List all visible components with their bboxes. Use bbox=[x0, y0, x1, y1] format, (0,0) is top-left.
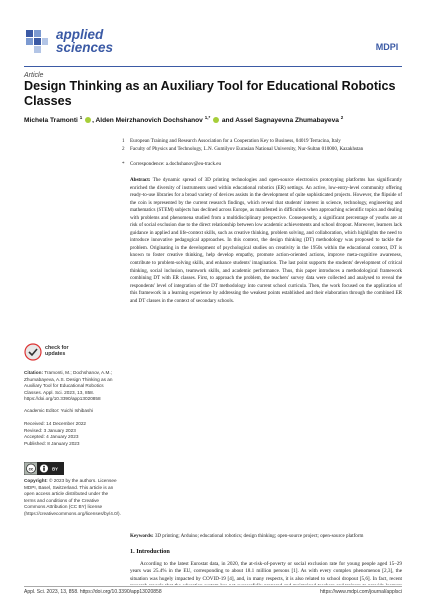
affiliation-number: * bbox=[122, 161, 125, 167]
affiliation-text: European Training and Research Association for a Cooperation Key to Business, 04019 Terracina, Italy bbox=[130, 138, 341, 144]
svg-text:BY: BY bbox=[52, 466, 58, 472]
footer-divider bbox=[24, 586, 402, 587]
check-for-updates-label bbox=[45, 345, 69, 357]
author-name[interactable]: Michela Tramonti bbox=[24, 117, 78, 125]
article-type: Article bbox=[24, 72, 44, 79]
header-divider bbox=[24, 66, 402, 67]
editor-name: Yuichi Ishibashi bbox=[60, 408, 93, 413]
footer-citation[interactable]: Appl. Sci. 2023, 13, 858. https://doi.org/10.3390/app13020858 bbox=[24, 589, 162, 595]
citation-label: Citation: bbox=[24, 370, 44, 375]
journal-logo[interactable] bbox=[24, 22, 144, 62]
author-affiliation-mark: 2 bbox=[340, 115, 344, 120]
orcid-icon[interactable] bbox=[213, 117, 219, 123]
author-name[interactable]: Alden Meirzhanovich Dochshanov bbox=[95, 117, 203, 125]
correspondence-email[interactable]: Correspondence: a.dochshanov@eu-track.eu bbox=[130, 161, 222, 167]
abstract bbox=[130, 177, 402, 305]
abstract-text: The dynamic spread of 3D printing technologies and open-source electronics prototyping platforms has significantly enriched the diversity of instruments used within educational robotics (ER) settings. An active, low-entry-level community offering ready-to-use libraries for a broad variety of devices assists in the development of quite sophisticated projects. However, the flipside of the coin is represented by the current research findings, which reveal that students' interest in science, technology, engineering and mathematics (STEM) subjects has declined across Europe, as manifested in difficulties when approaching scientific topics and dealing with problems and phenomena studied from a multidisciplinary perspective. Consequently, a significant percentage of youths are at risk of social exclusion due to the direct relationship between low academic achievements and school dropout. Moreover, learners lack guidance in applied and life-context skills, such as creative thinking, problem solving, and collaboration, which highlights the need to introduce innovative pedagogical approaches. In this context, the design thinking (DT) methodology was proposed to tackle the problem. Originating in the development of psychological studies on creativity in the 1950s within the educational context, DT is known to foster creative thinking, help develop empathy, promote action-oriented actions, improve meta-cognitive awareness, contribute to problem-solving skills, and enhance students' imagination. The last point supports the students' development of critical thinking, social inclusion, teamwork skills, and academic performance. Thus, this paper introduces a methodological framework combining DT with ER classes. First, to approach the problem, the teachers' survey data were collected and analysed to reveal the respondents' level of integration of the DT methodology into current school curricula. Then, the work focused on the application of this framework in a learning experience by addressing the weakest points established and their elaboration through the combined ER and DT classes in the context of secondary schools. bbox=[130, 177, 402, 304]
mdpi-logo-icon[interactable] bbox=[372, 38, 402, 55]
affiliation-number: 1 bbox=[122, 138, 125, 144]
introduction-paragraph: According to the latest Eurostat data, in 2020, the at-risk-of-poverty or social exclusion rate for young people aged 15–29 years was 25.4% in the EU, corresponding to about 18.1 million persons [1]. As with every complex phenomenon [2,3], the situation was hugely impacted by COVID-19 [4], and, in many respects, it is also related to school dropout [5,6]. In fact, recent bbox=[130, 561, 402, 582]
keywords-label: Keywords: bbox=[130, 533, 154, 539]
orcid-icon[interactable] bbox=[85, 117, 91, 123]
journal-emblem-icon bbox=[24, 26, 50, 56]
author-list: Michela Tramonti $^1$ , Alden Meirzhanovich Dochshanov $^{1,*}$ and Assel Sagnayevna Zhumabayeva $^2$ bbox=[24, 115, 344, 125]
publisher-name: MDPI bbox=[375, 42, 399, 52]
citation-block bbox=[24, 370, 120, 403]
citation-text[interactable]: Tramonti, M.; Dochshanov, A.M.; Zhumabayeva, A.S. Design Thinking as an Auxiliary Tool for Educational Robotics Classes. Appl. Sci. 2023, 13, 858. https://doi.org/10.3390/app13020858 bbox=[24, 370, 113, 402]
creative-commons-icon[interactable] bbox=[24, 462, 64, 475]
check-for-updates-badge[interactable] bbox=[24, 342, 84, 364]
affiliation-item bbox=[122, 138, 400, 144]
affiliation-number: 2 bbox=[122, 146, 125, 152]
affiliation-item bbox=[122, 146, 400, 152]
check-label-line2: updates bbox=[45, 351, 66, 357]
author-name[interactable]: Assel Sagnayevna Zhumabayeva bbox=[235, 117, 339, 125]
copyright-label: Copyright: bbox=[24, 478, 48, 483]
editor-label: Academic Editor: bbox=[24, 408, 60, 413]
journal-name-line2: sciences bbox=[56, 40, 114, 55]
journal-name bbox=[56, 28, 113, 54]
copyright-text: © 2023 by the authors. Licensee MDPI, Basel, Switzerland. This article is an open access article distributed under the terms and conditions of the Creative Commons Attribution (CC BY) license (https://creativecommons.org/licenses/by/4.0/). bbox=[24, 478, 121, 516]
copyright-block bbox=[24, 478, 120, 518]
svg-text:cc: cc bbox=[28, 466, 34, 472]
keywords-text: 3D printing; Arduino; educational robotics; design thinking; open-source project; open-source platform bbox=[154, 533, 364, 539]
keywords bbox=[130, 533, 402, 540]
author-affiliation-mark: 1 bbox=[79, 115, 83, 120]
affiliation-text: Faculty of Physics and Technology, L.N. Gumilyov Eurasian National University, Nur-Sultan 010000, Kazakhstan bbox=[130, 146, 364, 152]
date-list bbox=[24, 421, 120, 447]
check-for-updates-icon bbox=[24, 343, 42, 361]
footer-journal-link[interactable]: https://www.mdpi.com/journal/applsci bbox=[320, 589, 402, 595]
date-revised: Revised: 3 January 2023 bbox=[24, 427, 76, 433]
date-published: Published: 8 January 2023 bbox=[24, 440, 80, 446]
journal-name-line1: applied bbox=[56, 27, 104, 42]
check-label-line1: check for bbox=[45, 345, 69, 351]
author-affiliation-mark: 1,* bbox=[204, 115, 211, 120]
paper-title: Design Thinking as an Auxiliary Tool for Educational Robotics Classes bbox=[24, 79, 396, 108]
abstract-label: Abstract: bbox=[130, 177, 151, 183]
date-accepted: Accepted: 4 January 2023 bbox=[24, 434, 79, 440]
academic-editor bbox=[24, 408, 120, 415]
section-heading: 1. Introduction bbox=[130, 548, 170, 555]
introduction-body bbox=[130, 561, 402, 585]
affiliation-item bbox=[122, 161, 400, 167]
date-received: Received: 14 December 2022 bbox=[24, 421, 87, 426]
